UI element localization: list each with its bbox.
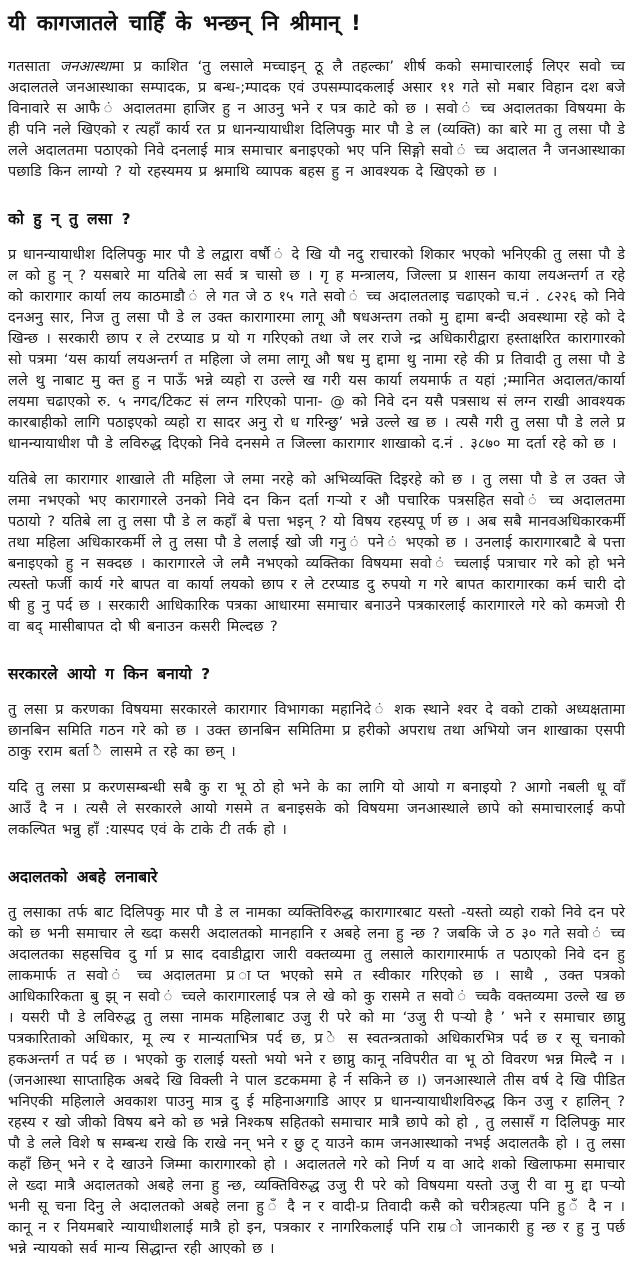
- text-run: प्र धानन्यायाधीश दिलिपकु मार पौ डे लद्वारा वर्षौ ं दे खि यौ नदु राचारको शिकार भएको भनिएकी तु लसा पौ डे ल को हु न् ? यसबारे मा यतिबे ला सर्व त्र चासो छ । गृ ह मन्त्रालय, जिल्ला प्र शासन काया लयअन्तर्ग त रहे को कारागार कार्या लय काठमाडौ ं ले गत जे ठ १५ गते सवो ं च्च अदालतलाइ चढाएको च.नं . ८२२६ को निवे दनअनु सार, निज तु लसा पौ डे ल उक्त कारागारमा लागू औ षधअन्तग तको मु द्दामा बन्दी अवस्थामा रहे को दे खिन्छ । सरकारी छाप र ले टरप्याड प्र यो ग गरिएको तथा जे लर राजे न्द्र अधिकारीद्वारा हस्ताक्षरित कारागारको सो पत्रमा ‘यस कार्या लयअन्तर्ग त महिला जे लमा लागू औ षध मु द्दामा थु नामा रहे की प्र तिवादी तु लसा पौ डे लले थु नाबाट मु क्त हु न पाऊँ भन्ने व्यहो रा उल्ले ख गरी यस कार्या लयमार्फ त यहां ;म्मानित अदालत/कार्या लयमा चढाएको रु. ५ नगद/टिकट सं लग्न गरिएको पाना- @ को निवे दन यसै पत्रसाथ सं लग्न राखी आवश्यक कारबाहीको लागि पठाइएको व्यहो रा सादर अनु रो ध गरिन्छु’ भन्ने उल्ले ख छ । त्यसै गरी तु लसा पौ डे लले प्र धानन्यायाधीश पौ डे लविरुद्ध दिएको निवे दनसमे त जिल्ला कारागार शाखाको द.नं . ३८७० मा दर्ता रहे को छ ।: [8, 247, 625, 453]
- paragraph: [8, 470, 625, 638]
- paragraph: [8, 245, 625, 455]
- text-run: तु लसाका तर्फ बाट दिलिपकु मार पौ डे ल नामका व्यक्तिविरुद्ध कारागारबाट यस्तो -यस्तो व्यहो राको निवे दन परे को छ भनी समाचार ले ख्दा कसरी अदालतको मानहानि र अबहे लना हु न्छ ? जबकि जे ठ ३० गते सवो ं च्च अदालतका सहसचिव दु र्गा प्र साद दवाडीद्वारा जारी वक्तव्यमा तु लसाले कारागारमार्फ त पठाएको निवे दन हु लाकमार्फ त सवो ं च्च अदालतमा प्र ाप्त भएको समे त स्वीकार गरिएको छ । साथै , उक्त पत्रको आधिकारिकता बु झ् न सवो ं च्चले कारागारलाई पत्र ले खे को कु रासमे त सवो ं च्चकै वक्तव्यमा उल्ले ख छ । यसरी पौ डे लविरुद्ध तु लसा नामक महिलाबाट उजु री परे को मा ‘उजु री पऱ्यो है ’ भने र समाचार छाप्नु पत्रकारिताको अधिकार, मू ल्य र मान्यताभित्र पर्द छ, प्र े स स्वतन्त्रताको अधिकारभित्र पर्द छ र सू चनाको हकअन्तर्ग त पर्द छ । भएको कु रालाई यस्तो भयो भने र छाप्नु कानू नविपरीत वा भू ठो विवरण भन्न मिल्दै न । (जनआस्था साप्ताहिक अबदे खि विक्ली ने पाल डटकममा हे र्न सकिने छ ।) जनआस्थाले तीस वर्ष दे खि पीडित भनिएकी महिलाले अवकाश पाउनु मात्र दु ई महिनाअगाडि आएर प्र धानन्यायाधीशविरुद्ध किन उजु र हालिन् ? रहस्य र खो जीको विषय बने को छ भन्ने निश्कष सहितको समाचार मात्रै छापे को हो , तु लसासँ ग दिलिपकु मार पौ डे लले विशे ष सम्बन्ध राखे कि राखे नन् भने र छु ट् याउने काम जनआस्थाको नभई अदालतकै हो । तु लसा कहाँ छिन् भने र दे खाउने जिम्मा कारागारको हो । अदालतले गरे को निर्ण य वा आदे शको खिलाफमा समाचार ले ख्दा मात्रै अदालतको अबहे लना हु न्छ, व्यक्तिविरुद्ध उजु री परे को विषयमा यस्तो उजु री वा मु द्दा पऱ्यो भनी सू चना दिनु ले अदालतको अबहे लना हु ँ दै न र वादी-प्र तिवादी कसै को चरीत्रहत्या पनि हु ँ दै न । कानू न र नियमबारे न्यायाधीशलाई मात्रै हो इन, पत्रकार र नागरिकलाई पनि राम्र ो जानकारी हु न्छ र हु नु पर्छ भन्ने न्यायको सर्व मान्य सिद्धान्त रही आएको छ ।: [8, 905, 625, 1258]
- text-run: तु लसा प्र करणका विषयमा सरकारले कारागार विभागका महानिदे ं शक स्थाने श्वर दे वको टाको अध्यक्षतामा छानबिन समिति गठन गरे को छ । उक्त छानबिन समितिमा प्र हरीको अपराध तथा अभियो जन शाखाका एसपी ठाकु रराम बर्ता ै लासमे त रहे का छन् ।: [8, 702, 625, 761]
- section-heading: अदालतको अबहे लनाबारे: [8, 868, 158, 887]
- article-body: [8, 57, 625, 1260]
- text-run: मा प्र काशित ‘तु लसाले मच्चाइन् ठू लै तहल्का’ शीर्ष कको समाचारलाई लिएर सवो च्च अदालतले जनआस्थाका सम्पादक, प्र बन्ध-;म्पादक एवं उपसम्पादकलाई असार ११ गते सो मबार विहान दश बजे विनावारे स आफै ं अदालतमा हाजिर हु न आउनु भने र पत्र काटे को छ । सवो ं च्च अदालतका विषयमा के ही पनि नले खिएको र त्यहाँ कार्य रत प्र धानन्यायाधीश दिलिपकु मार पौ डे ल (व्यक्ति) का बारे मा तु लसा पौ डे लले अदालतमा पठाएको निवे दनलाई मात्र समाचार बनाइएको भए पनि सिङ्गो सवो ं च्च अदालत नै जनआस्थाका पछाडि किन लाग्यो ? यो रहस्यमय प्र श्नमाथि व्यापक बहस हु न आवश्यक दे खिएको छ ।: [8, 59, 625, 181]
- italic-text-run: जनआस्था: [59, 59, 112, 76]
- text-run: गतसाता: [8, 59, 60, 76]
- page-title: यी कागजातले चाहिँ के भन्छन् नि श्रीमान् !: [8, 11, 361, 35]
- section-heading: को हु न् तु लसा ?: [8, 210, 131, 229]
- section-heading: सरकारले आयो ग किन बनायो ?: [8, 665, 211, 684]
- text-run: यतिबे ला कारागार शाखाले ती महिला जे लमा नरहे को अभिव्यक्ति दिइरहे को छ । तु लसा पौ डे ल उक्त जे लमा नभएको भए कारागारले उनको निवे दन किन दर्ता गऱ्यो र औ पचारिक पत्रसहित सवो ं च्च अदालतमा पठायो ? यतिबे ला तु लसा पौ डे ल कहाँ बे पत्ता भइन् ? यो विषय रहस्यपू र्ण छ । अब सबै मानवअधिकारकर्मी तथा महिला अधिकारकर्मी ले तु लसा पौ डे ललाई खो जी गनु ं पने ं भएको छ । उनलाई कारागारबाटै बे पत्ता बनाइएको हु न सक्दछ । कारागारले जे लमै नभएको व्यक्तिका विषयमा सवो ं च्चलाई पत्राचार गरे को हो भने त्यस्तो फर्जी कार्य गरे बापत वा कार्या लयको छाप र ले टरप्याड दु रुपयो ग गरे बापत कारागारका कर्म चारी दो षी हु नु पर्द छ । सरकारी आधिकारिक पत्रका आधारमा समाचार बनाउने पत्रकारलाई कारागारले गरे को कमजो री वा बद् मासीबापत दो षी बनाउन कसरी मिल्दछ ?: [8, 472, 625, 636]
- paragraph: [8, 903, 625, 1260]
- paragraph: [8, 778, 625, 841]
- paragraph: [8, 57, 625, 183]
- text-run: यदि तु लसा प्र करणसम्बन्धी सबै कु रा भू ठो हो भने के का लागि यो आयो ग बनाइयो ? आगो नबली धू वाँ आउँ दै न । त्यसै ले सरकारले आयो गसमे त बनाइसके को विषयमा जनआस्थाले छापे को समाचारलाई कपो लकल्पित भन्नु हाँ :यास्पद एवं के टाके टी तर्क हो ।: [8, 780, 625, 839]
- paragraph: [8, 700, 625, 763]
